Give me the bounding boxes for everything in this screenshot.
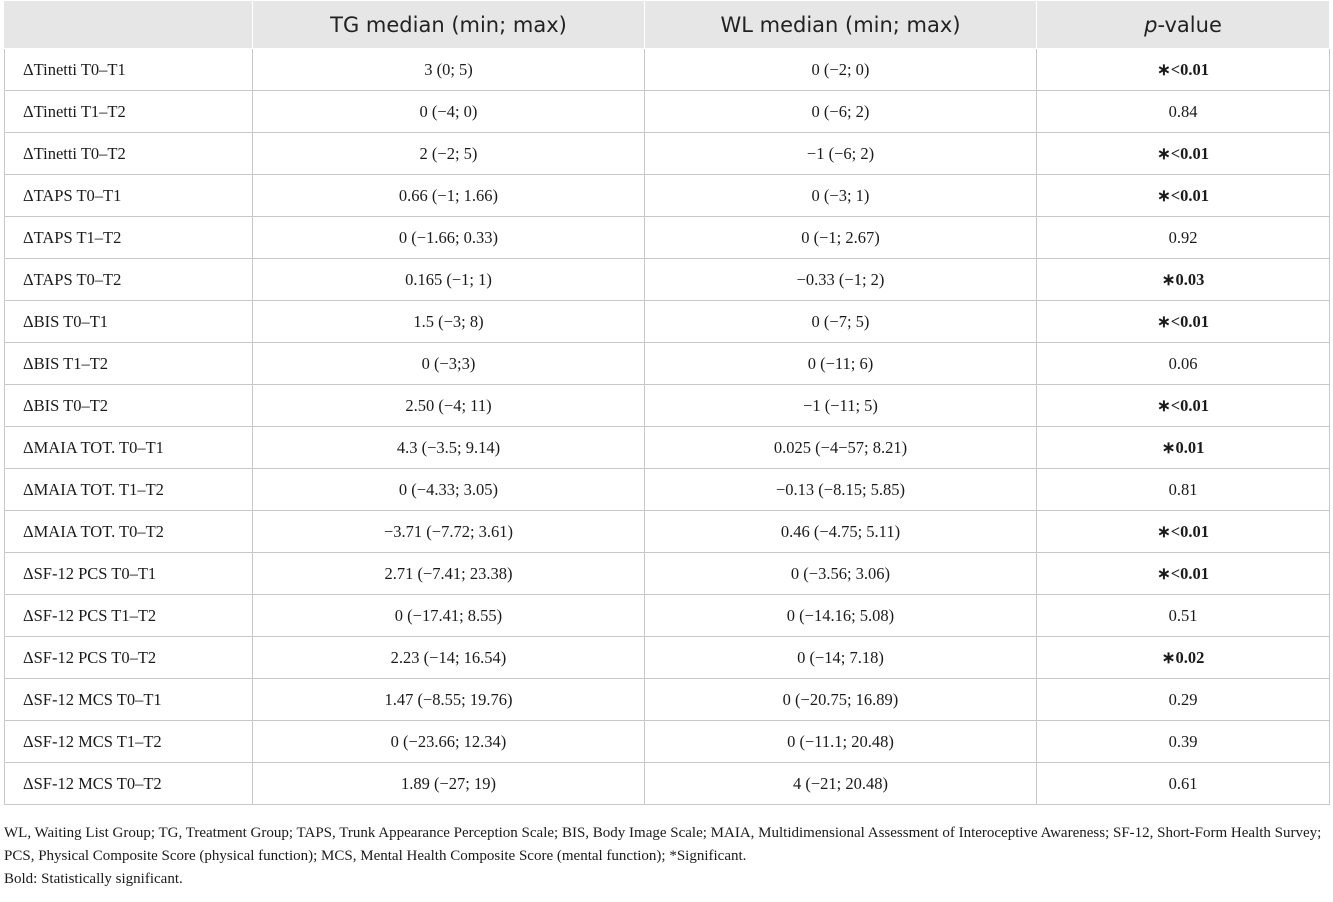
cell-measure: ΔTAPS T0–T1	[5, 175, 253, 217]
cell-wl-median: −1 (−11; 5)	[645, 385, 1037, 427]
cell-measure: ΔBIS T0–T2	[5, 385, 253, 427]
header-measure	[5, 1, 253, 49]
cell-measure: ΔTAPS T1–T2	[5, 217, 253, 259]
cell-measure: ΔSF-12 PCS T1–T2	[5, 595, 253, 637]
cell-p-value: 0.29	[1037, 679, 1330, 721]
cell-p-value: ∗<0.01	[1037, 49, 1330, 91]
cell-tg-median: 0.66 (−1; 1.66)	[253, 175, 645, 217]
footnote-bold-note: Bold: Statistically significant.	[4, 871, 183, 887]
table-row	[5, 259, 1330, 301]
cell-wl-median: 0 (−2; 0)	[645, 49, 1037, 91]
cell-tg-median: 2.71 (−7.41; 23.38)	[253, 553, 645, 595]
cell-wl-median: 0.025 (−4−57; 8.21)	[645, 427, 1037, 469]
cell-p-value: 0.61	[1037, 763, 1330, 805]
table-row	[5, 679, 1330, 721]
cell-wl-median: 4 (−21; 20.48)	[645, 763, 1037, 805]
cell-p-value: ∗<0.01	[1037, 175, 1330, 217]
table-row	[5, 637, 1330, 679]
cell-p-value: ∗<0.01	[1037, 385, 1330, 427]
cell-measure: ΔMAIA TOT. T0–T1	[5, 427, 253, 469]
cell-wl-median: 0 (−11.1; 20.48)	[645, 721, 1037, 763]
cell-measure: ΔTinetti T0–T1	[5, 49, 253, 91]
cell-wl-median: 0 (−20.75; 16.89)	[645, 679, 1037, 721]
cell-tg-median: 0 (−4; 0)	[253, 91, 645, 133]
cell-tg-median: 1.89 (−27; 19)	[253, 763, 645, 805]
table-row	[5, 343, 1330, 385]
cell-measure: ΔBIS T1–T2	[5, 343, 253, 385]
table-body	[5, 49, 1330, 805]
table-row	[5, 427, 1330, 469]
cell-wl-median: −0.13 (−8.15; 5.85)	[645, 469, 1037, 511]
header-p-value	[1037, 1, 1330, 49]
cell-wl-median: 0.46 (−4.75; 5.11)	[645, 511, 1037, 553]
table-footnote	[4, 822, 1329, 891]
footnote-abbreviations: WL, Waiting List Group; TG, Treatment Group; TAPS, Trunk Appearance Perception Scale; BIS, Body Image Scale; MAIA, Multidimensional Assessment of Interoceptive Awareness; SF-12, Short-Form Health Survey; PCS, Physical Composite Score (physical function); MCS, Mental Health Composite Score (mental function); *Significant.	[4, 825, 1322, 864]
results-table-container	[4, 0, 1329, 805]
cell-wl-median: 0 (−3; 1)	[645, 175, 1037, 217]
cell-tg-median: 3 (0; 5)	[253, 49, 645, 91]
cell-p-value: ∗0.01	[1037, 427, 1330, 469]
cell-p-value: ∗0.03	[1037, 259, 1330, 301]
cell-measure: ΔTinetti T0–T2	[5, 133, 253, 175]
cell-p-value: 0.51	[1037, 595, 1330, 637]
cell-measure: ΔSF-12 PCS T0–T2	[5, 637, 253, 679]
cell-p-value: 0.84	[1037, 91, 1330, 133]
cell-tg-median: 1.47 (−8.55; 19.76)	[253, 679, 645, 721]
cell-p-value: ∗<0.01	[1037, 133, 1330, 175]
cell-tg-median: 0 (−23.66; 12.34)	[253, 721, 645, 763]
cell-tg-median: 4.3 (−3.5; 9.14)	[253, 427, 645, 469]
cell-p-value: 0.81	[1037, 469, 1330, 511]
table-row	[5, 595, 1330, 637]
table-row	[5, 511, 1330, 553]
cell-wl-median: 0 (−3.56; 3.06)	[645, 553, 1037, 595]
cell-measure: ΔBIS T0–T1	[5, 301, 253, 343]
table-row	[5, 763, 1330, 805]
table-row	[5, 721, 1330, 763]
cell-p-value: ∗<0.01	[1037, 553, 1330, 595]
cell-tg-median: 2.50 (−4; 11)	[253, 385, 645, 427]
header-p-italic: p	[1144, 12, 1158, 37]
cell-measure: ΔMAIA TOT. T0–T2	[5, 511, 253, 553]
cell-tg-median: 2.23 (−14; 16.54)	[253, 637, 645, 679]
header-row	[5, 1, 1330, 49]
cell-measure: ΔSF-12 MCS T1–T2	[5, 721, 253, 763]
header-p-rest: -value	[1157, 12, 1222, 37]
cell-p-value: 0.39	[1037, 721, 1330, 763]
cell-tg-median: −3.71 (−7.72; 3.61)	[253, 511, 645, 553]
cell-measure: ΔSF-12 MCS T0–T2	[5, 763, 253, 805]
table-row	[5, 301, 1330, 343]
table-row	[5, 91, 1330, 133]
cell-tg-median: 0.165 (−1; 1)	[253, 259, 645, 301]
cell-wl-median: 0 (−14; 7.18)	[645, 637, 1037, 679]
table-header	[5, 1, 1330, 49]
cell-tg-median: 1.5 (−3; 8)	[253, 301, 645, 343]
cell-p-value: ∗<0.01	[1037, 301, 1330, 343]
cell-wl-median: 0 (−11; 6)	[645, 343, 1037, 385]
cell-p-value: ∗<0.01	[1037, 511, 1330, 553]
cell-wl-median: 0 (−6; 2)	[645, 91, 1037, 133]
header-tg-median: TG median (min; max)	[253, 1, 645, 49]
cell-tg-median: 0 (−3;3)	[253, 343, 645, 385]
table-row	[5, 133, 1330, 175]
cell-tg-median: 0 (−17.41; 8.55)	[253, 595, 645, 637]
cell-measure: ΔTAPS T0–T2	[5, 259, 253, 301]
table-row	[5, 217, 1330, 259]
header-wl-median: WL median (min; max)	[645, 1, 1037, 49]
table-row	[5, 553, 1330, 595]
cell-wl-median: 0 (−1; 2.67)	[645, 217, 1037, 259]
cell-tg-median: 2 (−2; 5)	[253, 133, 645, 175]
cell-measure: ΔSF-12 PCS T0–T1	[5, 553, 253, 595]
cell-wl-median: 0 (−14.16; 5.08)	[645, 595, 1037, 637]
cell-measure: ΔSF-12 MCS T0–T1	[5, 679, 253, 721]
cell-tg-median: 0 (−4.33; 3.05)	[253, 469, 645, 511]
table-row	[5, 175, 1330, 217]
cell-measure: ΔTinetti T1–T2	[5, 91, 253, 133]
cell-wl-median: −0.33 (−1; 2)	[645, 259, 1037, 301]
results-table	[4, 0, 1330, 805]
cell-tg-median: 0 (−1.66; 0.33)	[253, 217, 645, 259]
cell-wl-median: 0 (−7; 5)	[645, 301, 1037, 343]
table-row	[5, 49, 1330, 91]
cell-p-value: 0.92	[1037, 217, 1330, 259]
table-row	[5, 385, 1330, 427]
table-row	[5, 469, 1330, 511]
cell-p-value: ∗0.02	[1037, 637, 1330, 679]
cell-measure: ΔMAIA TOT. T1–T2	[5, 469, 253, 511]
cell-wl-median: −1 (−6; 2)	[645, 133, 1037, 175]
cell-p-value: 0.06	[1037, 343, 1330, 385]
